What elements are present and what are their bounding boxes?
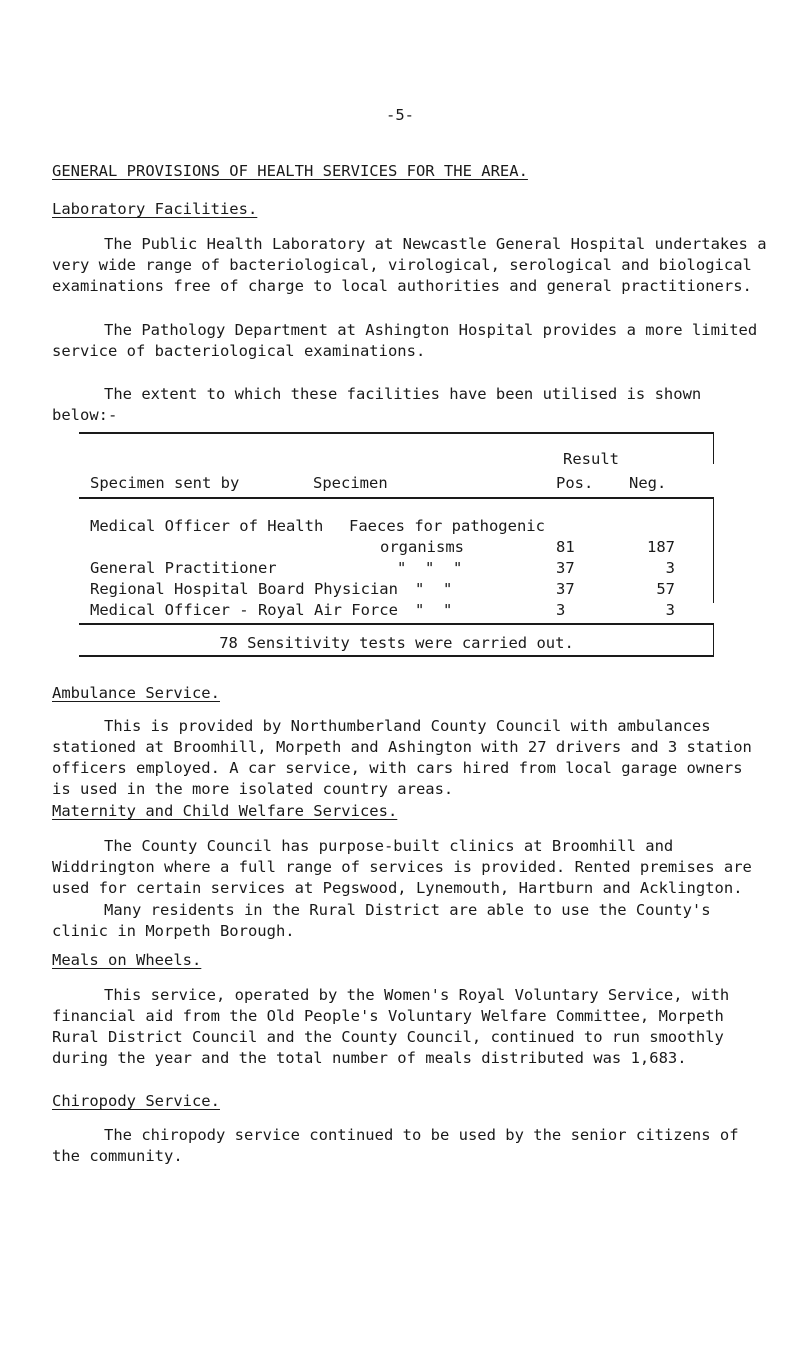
row-pos: 37 [556,580,575,598]
laboratory-heading: Laboratory Facilities. [52,200,258,218]
page-number: -5- [386,106,414,124]
table-header-rule [79,497,714,499]
table-top-rule [79,432,714,434]
column-header-result: Result [563,450,619,468]
laboratory-paragraph-2: The Pathology Department at Ashington Hospital provides a more limited service of bacteriological examinations. [52,321,758,360]
table-footer-note: 78 Sensitivity tests were carried out. [219,634,574,652]
row-neg: 3 [665,601,675,619]
maternity-paragraph-2: Many residents in the Rural District are able to use the County's clinic in Morpeth Borough. [52,901,711,940]
chiropody-paragraph: The chiropody service continued to be used by the senior citizens of the community. [52,1126,739,1165]
column-header-pos: Pos. [556,474,594,492]
maternity-heading: Maternity and Child Welfare Services. [52,802,398,820]
row-neg: 3 [665,559,675,577]
row-neg: 187 [647,538,675,556]
table-footer-rule [79,623,714,625]
row-sent-by: Regional Hospital Board Physician [90,580,398,598]
meals-heading: Meals on Wheels. [52,951,202,969]
row-specimen: " " " [397,559,463,577]
row-specimen-continued: organisms [380,538,464,556]
row-specimen: Faeces for pathogenic [349,517,545,535]
row-specimen: " " [415,601,453,619]
meals-paragraph: This service, operated by the Women's Royal Voluntary Service, with financial aid from the Old People's Voluntary Welfare Committee, Morpeth Rural District Council and the County Council, continued to run smoothly during the year and the total number of meals distributed was 1,683. [52,986,730,1067]
ambulance-heading: Ambulance Service. [52,684,220,702]
ambulance-paragraph: This is provided by Northumberland County Council with ambulances stationed at Broomhill, Morpeth and Ashington with 27 drivers and 3 station officers employed. A car service, with cars hired from local garage owners is used in the more isolated country areas. [52,717,752,798]
laboratory-paragraph-3: The extent to which these facilities have been utilised is shown below:- [52,385,702,424]
page-title: GENERAL PROVISIONS OF HEALTH SERVICES FOR THE AREA. [52,162,528,180]
laboratory-paragraph-1: The Public Health Laboratory at Newcastle General Hospital undertakes a very wide range of bacteriological, virological, serological and biological examinations free of charge to local authorities and general practitioners. [52,235,767,295]
maternity-paragraph-1: The County Council has purpose-built clinics at Broomhill and Widdrington where a full range of services is provided. Rented premises are used for certain services at Pegswood, Lynemouth, Hartburn and Acklington. [52,837,752,897]
table-right-edge-top [713,432,714,464]
column-header-sent-by: Specimen sent by [90,474,240,492]
table-bottom-rule [79,655,714,657]
row-specimen: " " [415,580,453,598]
row-pos: 3 [556,601,566,619]
column-header-specimen: Specimen [313,474,388,492]
row-pos: 81 [556,538,575,556]
table-right-edge-body [713,497,714,603]
row-pos: 37 [556,559,575,577]
row-neg: 57 [656,580,675,598]
row-sent-by: Medical Officer - Royal Air Force [90,601,398,619]
row-sent-by: General Practitioner [90,559,277,577]
column-header-neg: Neg. [629,474,667,492]
chiropody-heading: Chiropody Service. [52,1092,220,1110]
row-sent-by: Medical Officer of Health [90,517,324,535]
